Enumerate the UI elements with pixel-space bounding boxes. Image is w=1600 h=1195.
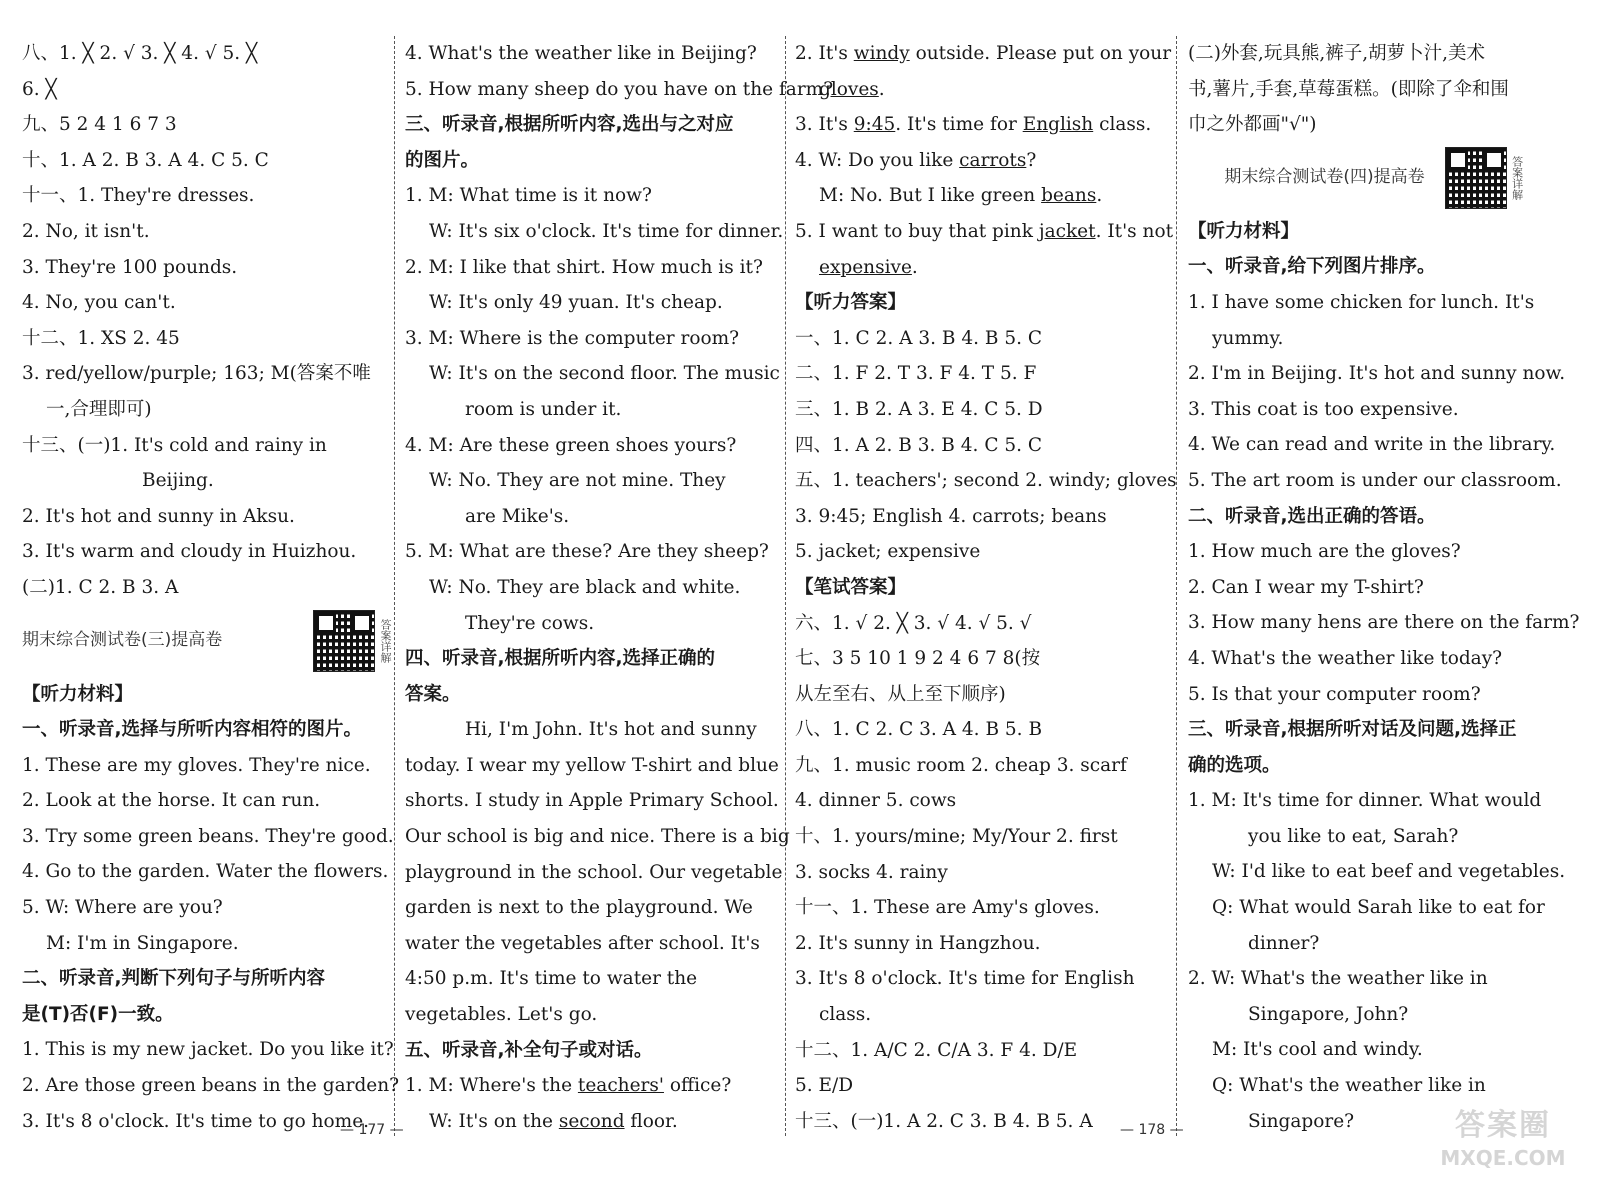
text-line: are Mike's. bbox=[465, 505, 570, 527]
banner-title: 期末综合测试卷(三)提高卷 bbox=[22, 630, 223, 651]
text-line: 1. M: What time is it now? bbox=[405, 185, 652, 207]
text-line: Beijing. bbox=[142, 470, 214, 492]
text-line: 3. red/yellow/purple; 163; M(答案不唯 bbox=[22, 363, 371, 385]
text-line: W: It's only 49 yuan. It's cheap. bbox=[429, 292, 723, 314]
section-heading: 二、听录音,判断下列句子与所听内容 bbox=[22, 968, 326, 990]
text-line: Hi, I'm John. It's hot and sunny bbox=[465, 719, 757, 741]
text-line: Our school is big and nice. There is a big bbox=[405, 826, 790, 848]
text-line: 5. M: What are these? Are they sheep? bbox=[405, 541, 769, 563]
text-line: W: It's six o'clock. It's time for dinner. bbox=[429, 220, 784, 242]
text-line: 从左至右、从上至下顺序) bbox=[795, 683, 1006, 705]
section-heading: 答案。 bbox=[405, 683, 461, 705]
text-line bbox=[795, 36, 1170, 72]
qr-code-block[interactable] bbox=[1445, 147, 1524, 209]
text-line bbox=[405, 1104, 780, 1140]
text-line: 4. Go to the garden. Water the flowers. bbox=[22, 861, 389, 883]
text-line: (二)外套,玩具熊,裤子,胡萝卜汁,美术 bbox=[1188, 43, 1485, 64]
section-heading: 一、听录音,选择与所听内容相符的图片。 bbox=[22, 719, 363, 741]
answer-underlined: expensive bbox=[819, 256, 912, 278]
text-line: W: I'd like to eat beef and vegetables. bbox=[1212, 861, 1566, 883]
text-line: 3. It's warm and cloudy in Huizhou. bbox=[22, 541, 357, 563]
text-line: 三、1. B 2. A 3. E 4. C 5. D bbox=[795, 398, 1043, 420]
text-segment: . It's time for bbox=[895, 114, 1023, 136]
answer-underlined: carrots bbox=[959, 149, 1027, 171]
text-line: 4. What's the weather like today? bbox=[1188, 647, 1503, 669]
text-line: W: No. They are black and white. bbox=[429, 576, 741, 598]
section-heading: 三、听录音,根据所听内容,选出与之对应 bbox=[405, 114, 734, 136]
text-line: 五、1. teachers'; second 2. windy; gloves bbox=[795, 470, 1177, 492]
text-line: garden is next to the playground. We bbox=[405, 897, 753, 919]
text-line: 六、1. √ 2. ╳ 3. √ 4. √ 5. √ bbox=[795, 612, 1032, 634]
answer-underlined: teachers' bbox=[577, 1075, 664, 1097]
text-segment: 1. M: Where's the bbox=[405, 1075, 578, 1097]
text-line: 十二、1. A/C 2. C/A 3. F 4. D/E bbox=[795, 1039, 1078, 1061]
text-line: 十一、1. These are Amy's gloves. bbox=[795, 897, 1100, 919]
text-line: 5. E/D bbox=[795, 1075, 854, 1097]
text-line: 3. M: Where is the computer room? bbox=[405, 327, 740, 349]
text-segment: 3. It's bbox=[795, 114, 854, 136]
text-line: 1. I have some chicken for lunch. It's bbox=[1188, 291, 1535, 313]
text-line: M: It's cool and windy. bbox=[1212, 1039, 1423, 1061]
text-line: 巾之外都画"√") bbox=[1188, 114, 1317, 136]
text-line: 九、1. music room 2. cheap 3. scarf bbox=[795, 754, 1127, 776]
text-segment: . bbox=[878, 78, 885, 100]
text-line: 4. dinner 5. cows bbox=[795, 790, 957, 812]
text-line: They're cows. bbox=[465, 612, 595, 634]
text-segment: 4. W: Do you like bbox=[795, 149, 960, 171]
banner-title: 期末综合测试卷(四)提高卷 bbox=[1224, 167, 1425, 188]
text-line bbox=[795, 178, 1170, 214]
text-segment: M: No. But I like green bbox=[819, 185, 1042, 207]
text-line: 2. M: I like that shirt. How much is it? bbox=[405, 256, 763, 278]
text-line: 十一、1. They're dresses. bbox=[22, 185, 255, 207]
text-segment: class. bbox=[1093, 114, 1152, 136]
text-line: 十三、(一)1. A 2. C 3. B 4. B 5. A bbox=[795, 1110, 1093, 1132]
text-line: 八、1. C 2. C 3. A 4. B 5. B bbox=[795, 719, 1043, 741]
text-line: 3. socks 4. rainy bbox=[795, 861, 948, 883]
text-line: 4. What's the weather like in Beijing? bbox=[405, 43, 757, 64]
text-line: 5. W: Where are you? bbox=[22, 897, 223, 919]
section-heading: 的图片。 bbox=[405, 149, 480, 171]
text-line: Singapore, John? bbox=[1248, 1003, 1409, 1025]
text-line: 九、5 2 4 1 6 7 3 bbox=[22, 114, 177, 136]
text-line: Q: What would Sarah like to eat for bbox=[1212, 897, 1545, 919]
text-line: yummy. bbox=[1212, 327, 1284, 349]
text-line: 2. Can I wear my T-shirt? bbox=[1188, 576, 1424, 598]
text-line: 一,合理即可) bbox=[46, 398, 152, 420]
text-line: 3. 9:45; English 4. carrots; beans bbox=[795, 505, 1107, 527]
text-line bbox=[795, 72, 1170, 108]
column-divider bbox=[1176, 36, 1177, 1136]
text-line: today. I wear my yellow T-shirt and blue bbox=[405, 754, 779, 776]
text-line: 书,薯片,手套,草莓蛋糕。(即除了伞和围 bbox=[1188, 78, 1509, 100]
text-segment: office? bbox=[663, 1075, 732, 1097]
text-line: Q: What's the weather like in bbox=[1212, 1075, 1486, 1097]
column-divider bbox=[394, 36, 395, 1136]
text-line bbox=[795, 107, 1170, 143]
text-line: water the vegetables after school. It's bbox=[405, 932, 760, 954]
text-line: 3. How many hens are there on the farm? bbox=[1188, 612, 1580, 634]
section-heading: 确的选项。 bbox=[1188, 754, 1281, 776]
text-line: 5. Is that your computer room? bbox=[1188, 683, 1481, 705]
text-line: Singapore? bbox=[1248, 1110, 1355, 1132]
text-line: 1. M: It's time for dinner. What would bbox=[1188, 790, 1542, 812]
section-heading: 三、听录音,根据所听对话及问题,选择正 bbox=[1188, 719, 1517, 741]
column-3 bbox=[795, 36, 1177, 1139]
text-segment: 2. It's bbox=[795, 43, 854, 64]
text-segment: 5. I want to buy that pink bbox=[795, 220, 1039, 242]
text-line: 2. Look at the horse. It can run. bbox=[22, 790, 321, 812]
qr-label: 答案详解 bbox=[1510, 156, 1524, 201]
column-1 bbox=[22, 36, 400, 1139]
text-line: dinner? bbox=[1248, 932, 1320, 954]
watermark-bottom: MXQE.COM bbox=[1440, 1146, 1566, 1170]
text-line: 十、1. A 2. B 3. A 4. C 5. C bbox=[22, 149, 269, 171]
text-segment: . It's not bbox=[1095, 220, 1174, 242]
page-number-right: — 178 — bbox=[1120, 1122, 1184, 1138]
text-line: 5. How many sheep do you have on the farm? bbox=[405, 78, 834, 100]
qr-label: 答案详解 bbox=[379, 619, 392, 663]
text-line: (二)1. C 2. B 3. A bbox=[22, 576, 179, 598]
text-line: 2. It's sunny in Hangzhou. bbox=[795, 932, 1041, 954]
text-line: 4. M: Are these green shoes yours? bbox=[405, 434, 737, 456]
text-line: 4:50 p.m. It's time to water the bbox=[405, 968, 698, 990]
column-4 bbox=[1188, 36, 1580, 1139]
qr-code-block[interactable] bbox=[313, 610, 392, 672]
text-line bbox=[405, 1068, 780, 1104]
answer-underlined: English bbox=[1022, 114, 1094, 136]
column-divider bbox=[785, 36, 786, 1136]
section-heading: 是(T)否(F)一致。 bbox=[22, 1003, 174, 1025]
section-banner bbox=[1188, 143, 1560, 214]
page-number-left: — 177 — bbox=[340, 1122, 404, 1138]
section-heading: 【听力材料】 bbox=[1188, 220, 1300, 242]
text-segment: . bbox=[911, 256, 918, 278]
section-heading: 四、听录音,根据所听内容,选择正确的 bbox=[405, 648, 716, 670]
text-line bbox=[795, 250, 1170, 286]
section-heading: 五、听录音,补全句子或对话。 bbox=[405, 1039, 653, 1061]
text-line: 4. We can read and write in the library. bbox=[1188, 434, 1556, 456]
text-line: 十、1. yours/mine; My/Your 2. first bbox=[795, 826, 1118, 848]
text-line: 1. How much are the gloves? bbox=[1188, 541, 1461, 563]
text-line: 5. jacket; expensive bbox=[795, 541, 981, 563]
text-line: playground in the school. Our vegetable bbox=[405, 861, 783, 883]
text-line: 3. They're 100 pounds. bbox=[22, 256, 238, 278]
text-line: 2. No, it isn't. bbox=[22, 220, 150, 242]
watermark-top: 答案圈 bbox=[1455, 1108, 1551, 1143]
watermark-logo bbox=[1438, 1107, 1568, 1177]
text-line: shorts. I study in Apple Primary School. bbox=[405, 790, 779, 812]
qr-code-icon[interactable] bbox=[313, 610, 375, 672]
section-heading: 【笔试答案】 bbox=[795, 576, 907, 598]
answer-underlined: windy bbox=[853, 43, 910, 64]
text-line: 十三、(一)1. It's cold and rainy in bbox=[22, 434, 327, 456]
qr-code-icon[interactable] bbox=[1445, 147, 1507, 209]
text-line: 2. W: What's the weather like in bbox=[1188, 968, 1488, 990]
text-line: 1. This is my new jacket. Do you like it? bbox=[22, 1039, 394, 1061]
text-line: W: No. They are not mine. They bbox=[429, 470, 726, 492]
section-heading: 【听力答案】 bbox=[795, 292, 907, 314]
text-line: you like to eat, Sarah? bbox=[1248, 825, 1459, 847]
text-line: 八、1. ╳ 2. √ 3. ╳ 4. √ 5. ╳ bbox=[22, 43, 258, 64]
section-heading: 二、听录音,选出正确的答语。 bbox=[1188, 505, 1436, 527]
answer-underlined: second bbox=[558, 1110, 625, 1132]
section-heading: 【听力材料】 bbox=[22, 683, 134, 705]
text-line: 5. The art room is under our classroom. bbox=[1188, 469, 1562, 491]
text-line: M: I'm in Singapore. bbox=[46, 932, 239, 954]
text-line: 3. Try some green beans. They're good. bbox=[22, 825, 394, 847]
answer-underlined: beans bbox=[1041, 185, 1097, 207]
text-line: 七、3 5 10 1 9 2 4 6 7 8(按 bbox=[795, 648, 1041, 670]
text-line: 3. It's 8 o'clock. It's time to go home. bbox=[22, 1110, 370, 1132]
text-line: 十二、1. XS 2. 45 bbox=[22, 327, 180, 349]
answer-underlined: jacket bbox=[1038, 220, 1096, 242]
text-line: 2. I'm in Beijing. It's hot and sunny now. bbox=[1188, 363, 1566, 385]
text-segment: . bbox=[1096, 185, 1103, 207]
text-line: 2. It's hot and sunny in Aksu. bbox=[22, 505, 295, 527]
text-line: 2. Are those green beans in the garden? bbox=[22, 1075, 400, 1097]
answer-underlined: gloves bbox=[819, 78, 879, 100]
text-line: vegetables. Let's go. bbox=[405, 1004, 598, 1026]
text-line: 二、1. F 2. T 3. F 4. T 5. F bbox=[795, 363, 1037, 385]
text-line bbox=[795, 143, 1170, 179]
section-banner bbox=[22, 606, 392, 677]
text-line: 3. This coat is too expensive. bbox=[1188, 398, 1459, 420]
text-line: 3. It's 8 o'clock. It's time for English bbox=[795, 968, 1135, 990]
text-segment: floor. bbox=[624, 1110, 678, 1132]
text-line: 1. These are my gloves. They're nice. bbox=[22, 754, 371, 776]
text-line: 4. No, you can't. bbox=[22, 292, 176, 314]
text-line: room is under it. bbox=[465, 398, 622, 420]
text-line: 一、1. C 2. A 3. B 4. B 5. C bbox=[795, 327, 1043, 349]
text-line: 四、1. A 2. B 3. B 4. C 5. C bbox=[795, 434, 1043, 456]
text-line: 6. ╳ bbox=[22, 78, 57, 100]
text-segment: outside. Please put on your bbox=[909, 43, 1172, 64]
text-line bbox=[795, 214, 1174, 250]
text-segment: ? bbox=[1026, 149, 1037, 171]
text-segment: W: It's on the bbox=[429, 1110, 559, 1132]
section-heading: 一、听录音,给下列图片排序。 bbox=[1188, 256, 1436, 278]
text-line: class. bbox=[819, 1004, 872, 1026]
answer-underlined: 9:45 bbox=[853, 114, 896, 136]
text-line: W: It's on the second floor. The music bbox=[429, 363, 780, 385]
